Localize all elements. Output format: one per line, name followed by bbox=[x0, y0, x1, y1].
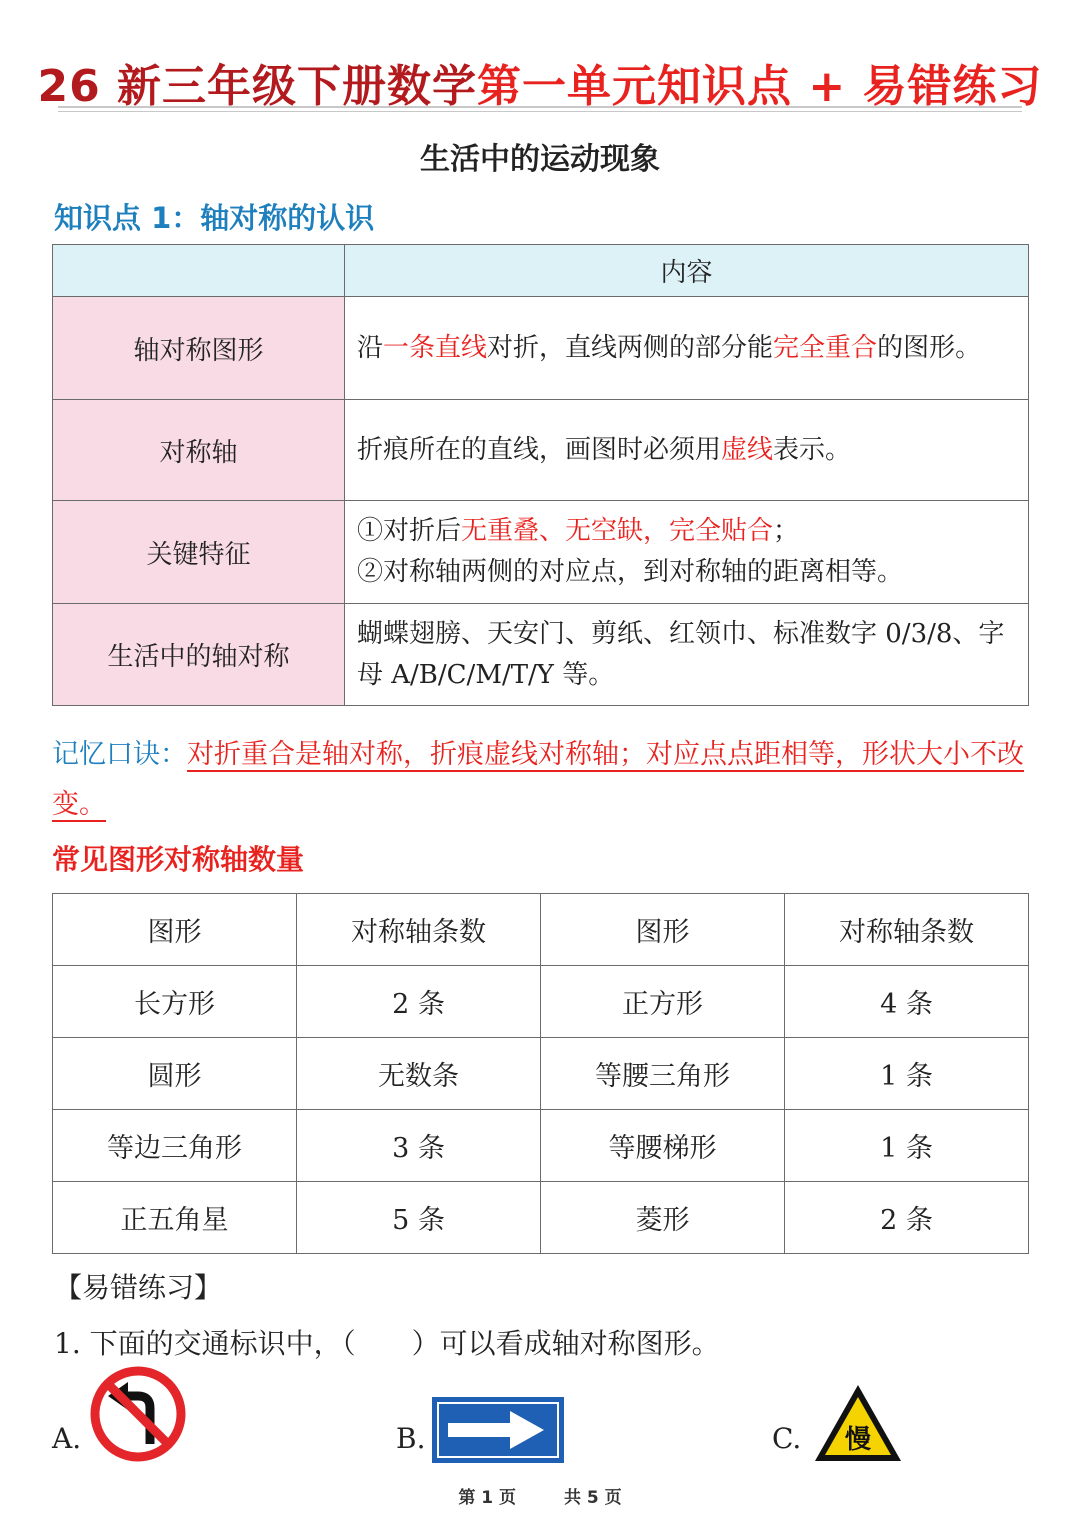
sign-text: 慢 bbox=[844, 1425, 872, 1455]
text-segment: ； bbox=[773, 516, 800, 546]
table-header-row bbox=[53, 894, 1029, 966]
table-cell: 2 条 bbox=[785, 1182, 1029, 1254]
row-content bbox=[345, 501, 1029, 604]
row-label: 生活中的轴对称 bbox=[53, 604, 345, 706]
page-footer bbox=[0, 1483, 1080, 1508]
text-segment: 沿 bbox=[357, 332, 384, 363]
table-row bbox=[53, 966, 1029, 1038]
table-row bbox=[53, 1110, 1029, 1182]
no-left-turn-sign-icon bbox=[88, 1364, 188, 1464]
common-shapes-heading: 常见图形对称轴数量 bbox=[52, 843, 305, 876]
highlight-text: 完全重合 bbox=[773, 332, 878, 363]
mnemonic bbox=[52, 730, 1032, 830]
table-cell: 5 条 bbox=[297, 1182, 541, 1254]
column-header: 对称轴条数 bbox=[297, 894, 541, 966]
title-divider bbox=[58, 106, 1022, 112]
right-arrow-sign-icon bbox=[432, 1397, 564, 1463]
table-cell: 1 条 bbox=[785, 1110, 1029, 1182]
table-row bbox=[53, 1038, 1029, 1110]
table-row bbox=[53, 1182, 1029, 1254]
knowledge-table-header bbox=[53, 245, 1029, 297]
table-row bbox=[53, 501, 1029, 604]
highlight-text: 一条直线 bbox=[383, 332, 488, 363]
row-content bbox=[345, 400, 1029, 501]
symmetry-count-table bbox=[52, 893, 1029, 1254]
option-c-label: C. bbox=[772, 1422, 802, 1455]
column-header: 图形 bbox=[53, 894, 297, 966]
table-cell: 等边三角形 bbox=[53, 1110, 297, 1182]
practice-title: 【易错练习】 bbox=[54, 1271, 223, 1304]
column-header: 对称轴条数 bbox=[785, 894, 1029, 966]
title-part1: 26 新三年级下册数学 bbox=[37, 61, 478, 112]
table-cell: 菱形 bbox=[541, 1182, 785, 1254]
mnemonic-label: 记忆口诀： bbox=[52, 739, 187, 770]
text-segment: 的图形。 bbox=[877, 332, 982, 363]
text-segment: 表示。 bbox=[773, 434, 852, 465]
highlight-text: 虚线 bbox=[721, 434, 774, 465]
table-cell: 正五角星 bbox=[53, 1182, 297, 1254]
feature-line-1 bbox=[357, 511, 1016, 552]
page-number: 第 1 页 bbox=[458, 1488, 516, 1508]
title-part2: 第一单元知识点 + 易错练习 bbox=[477, 61, 1043, 112]
table-row bbox=[53, 400, 1029, 501]
column-header: 图形 bbox=[541, 894, 785, 966]
option-b-label: B. bbox=[396, 1422, 426, 1455]
knowledge-table bbox=[52, 244, 1029, 706]
table-cell: 3 条 bbox=[297, 1110, 541, 1182]
text-segment: 对折，直线两侧的部分能 bbox=[487, 332, 774, 363]
table-cell: 1 条 bbox=[785, 1038, 1029, 1110]
table-cell: 无数条 bbox=[297, 1038, 541, 1110]
option-a-label: A. bbox=[52, 1422, 82, 1455]
table-cell: 2 条 bbox=[297, 966, 541, 1038]
highlight-text: 无重叠、无空缺，完全贴合 bbox=[461, 516, 774, 546]
text-segment: 折痕所在的直线，画图时必须用 bbox=[357, 434, 722, 465]
row-label: 对称轴 bbox=[53, 400, 345, 501]
table-row bbox=[53, 604, 1029, 706]
table-cell: 等腰三角形 bbox=[541, 1038, 785, 1110]
table-cell: 正方形 bbox=[541, 966, 785, 1038]
table-cell: 圆形 bbox=[53, 1038, 297, 1110]
page-total: 共 5 页 bbox=[564, 1488, 622, 1508]
slow-warning-sign-icon bbox=[812, 1382, 904, 1464]
table-cell: 长方形 bbox=[53, 966, 297, 1038]
header-content-cell: 内容 bbox=[345, 245, 1029, 297]
row-content: 蝴蝶翅膀、天安门、剪纸、红领巾、标准数字 0/3/8、字母 A/B/C/M/T/Y 等。 bbox=[345, 604, 1029, 706]
question-1: 1. 下面的交通标识中，（ ）可以看成轴对称图形。 bbox=[54, 1327, 720, 1360]
row-content bbox=[345, 297, 1029, 400]
section-subtitle: 生活中的运动现象 bbox=[420, 142, 660, 177]
knowledge-point-heading: 知识点 1：轴对称的认识 bbox=[54, 201, 375, 235]
row-label: 关键特征 bbox=[53, 501, 345, 604]
header-blank-cell bbox=[53, 245, 345, 297]
table-row bbox=[53, 297, 1029, 400]
row-label: 轴对称图形 bbox=[53, 297, 345, 400]
feature-line-2: ②对称轴两侧的对应点，到对称轴的距离相等。 bbox=[357, 557, 904, 587]
text-segment: ①对折后 bbox=[357, 516, 462, 546]
page-title bbox=[0, 50, 1080, 114]
table-cell: 等腰梯形 bbox=[541, 1110, 785, 1182]
mnemonic-text: 对折重合是轴对称，折痕虚线对称轴；对应点点距相等，形状大小不改变。 bbox=[52, 739, 1024, 820]
table-cell: 4 条 bbox=[785, 966, 1029, 1038]
